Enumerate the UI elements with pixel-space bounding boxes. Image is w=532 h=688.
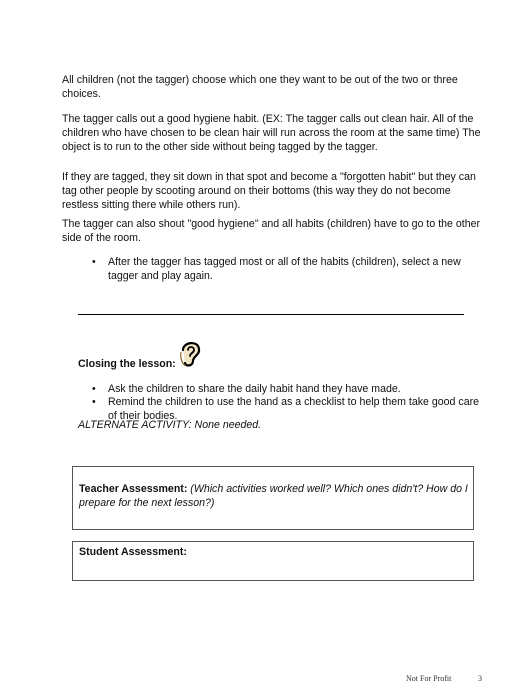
closing-heading: Closing the lesson: xyxy=(78,358,176,370)
ear-icon xyxy=(178,338,204,368)
bullet-marker: • xyxy=(92,256,96,268)
list-item-play-again xyxy=(92,255,472,283)
paragraph-choose: All children (not the tagger) choose which one they want to be out of the two or three choices. xyxy=(62,74,458,100)
footer-note: Not For Profit xyxy=(406,674,452,683)
student-assessment-label: Student Assessment: xyxy=(79,546,187,558)
list-item-share-hand xyxy=(92,382,482,396)
bullet-marker: • xyxy=(92,383,96,395)
bullet-text-line2: tagger and play again. xyxy=(108,270,213,282)
paragraph-good-hygiene: The tagger can also shout "good hygiene" and all habits (children) have to go to the other side of the room. xyxy=(62,218,481,244)
bullet-text-line1: Ask the children to share the daily habit hand they have made. xyxy=(108,383,401,395)
teacher-assessment-text xyxy=(79,482,469,510)
teacher-assessment-prompt: (Which activities worked well? Which ones didn't? How do I prepare for the next lesson?) xyxy=(79,483,468,509)
bullet-text-line1: After the tagger has tagged most or all of the habits (children), select a new xyxy=(108,256,461,268)
student-assessment-box[interactable] xyxy=(72,541,474,581)
bullet-text-line2: of their bodies. xyxy=(108,410,178,422)
page-number: 3 xyxy=(478,674,482,683)
bullet-text-line1: Remind the children to use the hand as a checklist to help them take good care xyxy=(108,396,480,408)
teacher-assessment-box[interactable] xyxy=(72,466,474,530)
paragraph-tagged: If they are tagged, they sit down in that spot and become a "forgotten habit" but they can tag other people by scooting around on their bottoms (this way they do not become restless sitting there while others run). xyxy=(62,171,476,211)
bullet-marker: • xyxy=(92,396,96,408)
alternate-activity: ALTERNATE ACTIVITY: None needed. xyxy=(78,419,262,431)
teacher-assessment-label: Teacher Assessment: xyxy=(79,483,188,495)
paragraph-tagger-calls: The tagger calls out a good hygiene habit. (EX: The tagger calls out clean hair. All of the children who have chosen to be clean hair will run across the room at the same time) The object is to run to the other side without being tagged by the tagger. xyxy=(62,113,481,153)
section-divider xyxy=(78,314,464,315)
